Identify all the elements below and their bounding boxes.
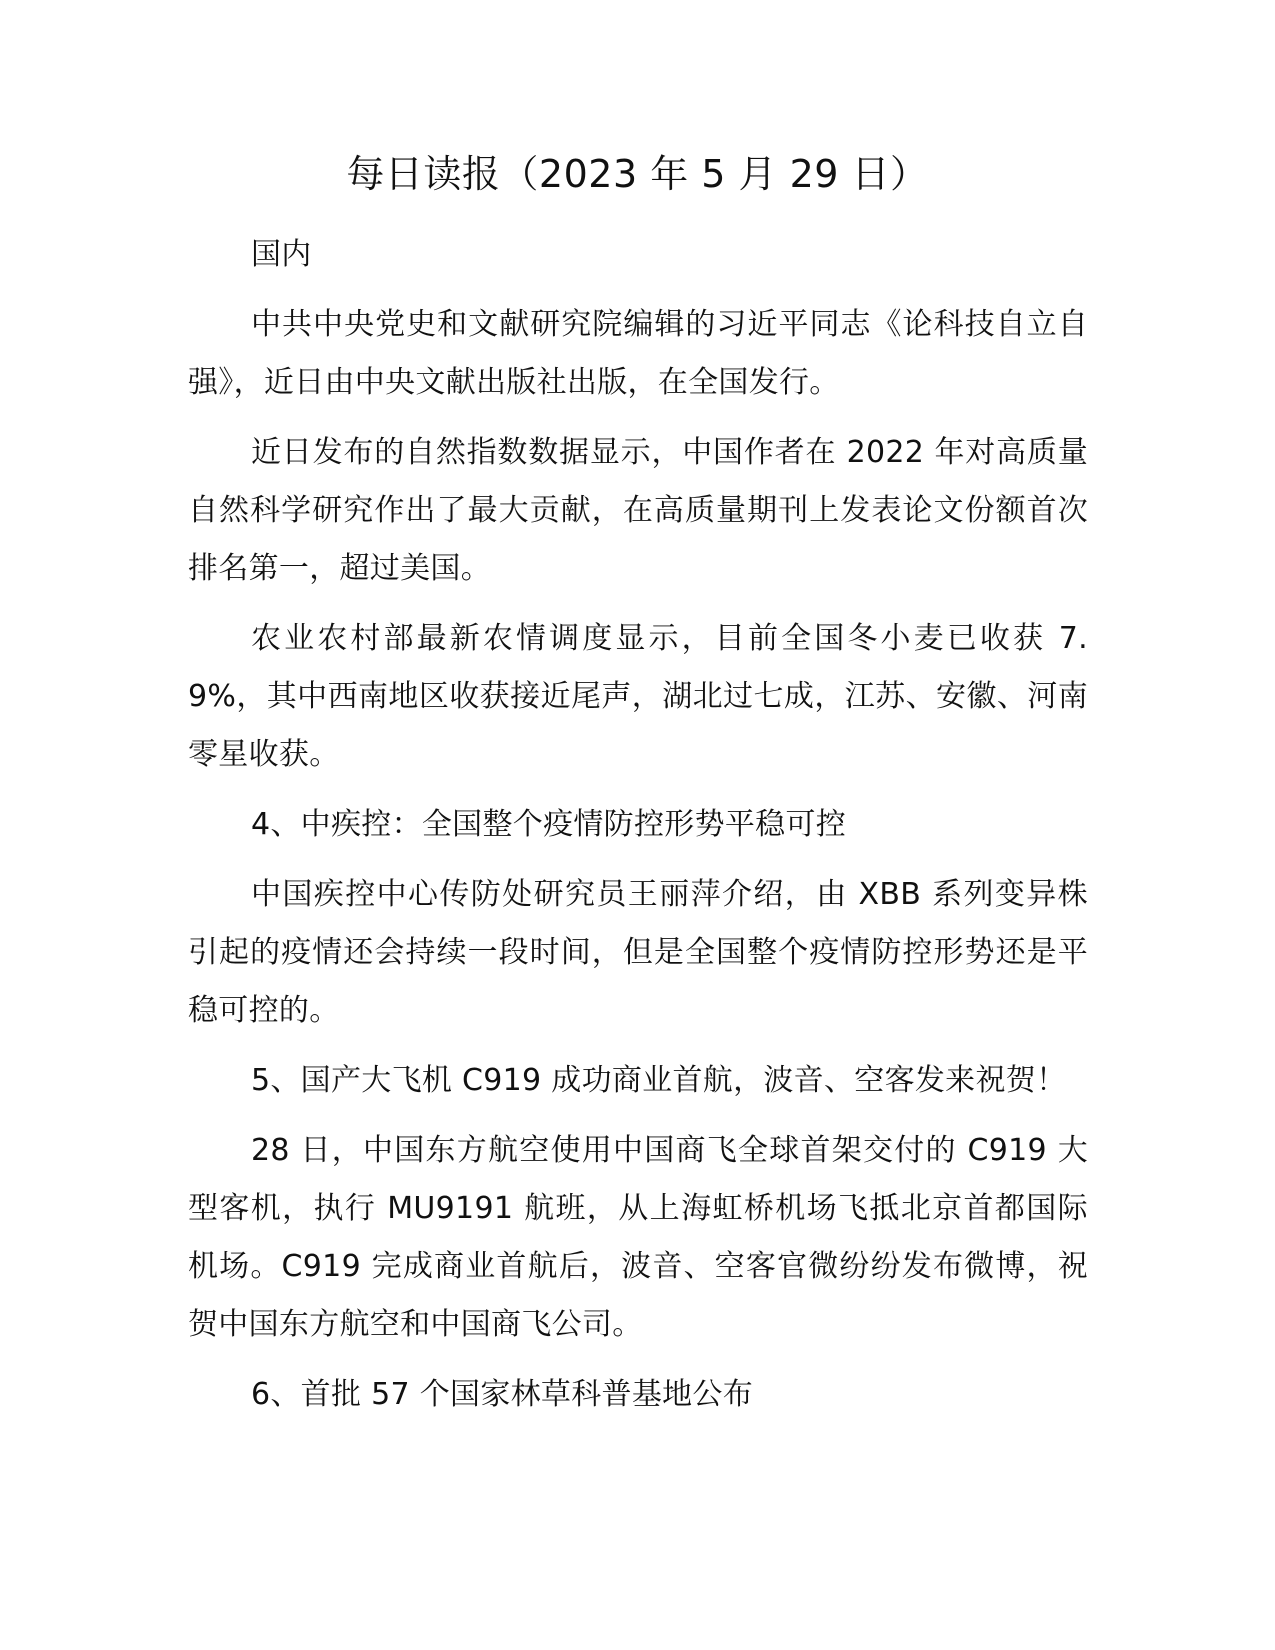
paragraph: 中国疾控中心传防处研究员王丽萍介绍，由 XBB 系列变异株引起的疫情还会持续一段时间，但是全国整个疫情防控形势还是平稳可控的。 [188, 877, 1088, 1028]
document-body [188, 226, 1088, 1436]
section-heading-domestic: 国内 [251, 237, 312, 272]
paragraph: 近日发布的自然指数数据显示，中国作者在 2022 年对高质量自然科学研究作出了最大贡献，在高质量期刊上发表论文份额首次排名第一，超过美国。 [188, 435, 1088, 586]
paragraph: 中共中央党史和文献研究院编辑的习近平同志《论科技自立自强》，近日由中央文献出版社出版，在全国发行。 [188, 307, 1088, 400]
document-title: 每日读报（2023 年 5 月 29 日） [346, 152, 929, 196]
paragraph: 农业农村部最新农情调度显示，目前全国冬小麦已收获 7.9%，其中西南地区收获接近尾声，湖北过七成，江苏、安徽、河南零星收获。 [188, 621, 1088, 772]
paragraph: 28 日，中国东方航空使用中国商飞全球首架交付的 C919 大型客机，执行 MU9191 航班，从上海虹桥机场飞抵北京首都国际机场。C919 完成商业首航后，波音、空客官微纷纷发布微博，祝贺中国东方航空和中国商飞公司。 [188, 1133, 1088, 1342]
news-heading: 4、中疾控：全国整个疫情防控形势平稳可控 [251, 807, 847, 842]
news-heading: 6、首批 57 个国家林草科普基地公布 [251, 1377, 754, 1412]
news-heading: 5、国产大飞机 C919 成功商业首航，波音、空客发来祝贺！ [251, 1063, 1067, 1098]
